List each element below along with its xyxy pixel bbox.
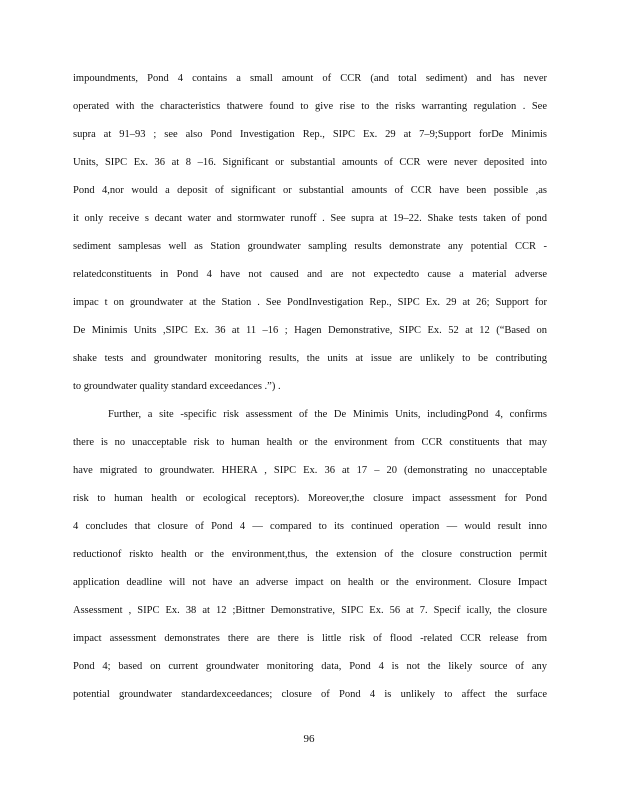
text-line: impact assessment demonstrates there are there is little risk of flood -related CCR release from xyxy=(73,633,547,644)
paragraph-2 xyxy=(73,406,547,714)
text-line: supra at 91–93 ; see also Pond Investigation Rep., SIPC Ex. 29 at 7–9;Support forDe Minimis xyxy=(73,129,547,140)
text-line: operated with the characteristics thatwere found to give rise to the risks warranting regulation . See xyxy=(73,101,547,112)
text-line: Units, SIPC Ex. 36 at 8 –16. Significant or substantial amounts of CCR were never deposited into xyxy=(73,157,547,168)
text-line: relatedconstituents in Pond 4 have not caused and are not expectedto cause a material adverse xyxy=(73,269,547,280)
text-line: potential groundwater standardexceedances; closure of Pond 4 is unlikely to affect the surface xyxy=(73,689,547,700)
text-line: De Minimis Units ,SIPC Ex. 36 at 11 –16 ; Hagen Demonstrative, SIPC Ex. 52 at 12 (“Based on xyxy=(73,325,547,336)
text-line: impac t on groundwater at the Station . See PondInvestigation Rep., SIPC Ex. 29 at 26; Support for xyxy=(73,297,547,308)
text-line: application deadline will not have an adverse impact on health or the environment. Closure Impact xyxy=(73,577,547,588)
text-line: it only receive s decant water and stormwater runoff . See supra at 19–22. Shake tests taken of pond xyxy=(73,213,547,224)
text-line: have migrated to groundwater. HHERA , SIPC Ex. 36 at 17 – 20 (demonstrating no unacceptable xyxy=(73,465,547,476)
text-line: Assessment , SIPC Ex. 38 at 12 ;Bittner Demonstrative, SIPC Ex. 56 at 7. Specif ically, the closure xyxy=(73,605,547,616)
text-line: Pond 4,nor would a deposit of significant or substantial amounts of CCR have been possible ,as xyxy=(73,185,547,196)
paragraph-1 xyxy=(73,70,547,406)
text-line: sediment samplesas well as Station groundwater sampling results demonstrate any potential CCR - xyxy=(73,241,547,252)
text-line: 4 concludes that closure of Pond 4 — compared to its continued operation — would result inno xyxy=(73,521,547,532)
text-line: shake tests and groundwater monitoring results, the units at issue are unlikely to be contributing xyxy=(73,353,547,364)
text-line: risk to human health or ecological receptors). Moreover,the closure impact assessment for Pond xyxy=(73,493,547,504)
text-line: reductionof riskto health or the environment,thus, the extension of the closure construction permit xyxy=(73,549,547,560)
text-line: Pond 4; based on current groundwater monitoring data, Pond 4 is not the likely source of any xyxy=(73,661,547,672)
text-line: Further, a site -specific risk assessment of the De Minimis Units, includingPond 4, confirms xyxy=(108,409,547,420)
text-line: to groundwater quality standard exceedances .”) . xyxy=(73,381,281,392)
page-number: 96 xyxy=(303,733,315,745)
text-line: there is no unacceptable risk to human health or the environment from CCR constituents that may xyxy=(73,437,547,448)
body-text xyxy=(73,70,547,714)
text-line: impoundments, Pond 4 contains a small amount of CCR (and total sediment) and has never xyxy=(73,73,547,84)
